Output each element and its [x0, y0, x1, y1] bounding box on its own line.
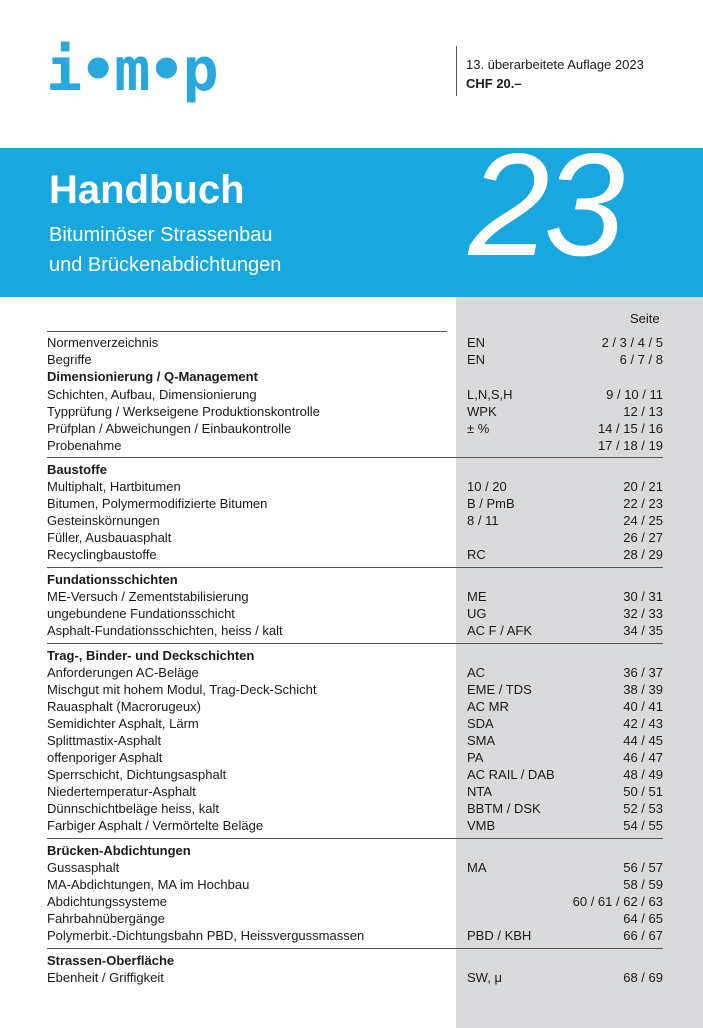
toc-title: MA-Abdichtungen, MA im Hochbau	[47, 877, 250, 892]
toc-row	[47, 605, 663, 622]
toc-code: 10 / 20	[467, 479, 507, 494]
toc-code: PBD / KBH	[467, 928, 532, 943]
toc-code: L,N,S,H	[467, 387, 513, 402]
toc-row	[47, 698, 663, 715]
section-divider	[47, 948, 663, 949]
toc-section-heading	[47, 571, 663, 588]
toc-code: AC F / AFK	[467, 623, 533, 638]
toc-pages: 58 / 59	[623, 877, 663, 892]
toc-row	[47, 386, 663, 403]
price-text: CHF 20.–	[466, 76, 522, 91]
toc-row	[47, 437, 663, 454]
toc-row	[47, 876, 663, 893]
toc-row	[47, 715, 663, 732]
toc-title: Niedertemperatur-Asphalt	[47, 784, 196, 799]
toc-title: Normenverzeichnis	[47, 335, 159, 350]
toc-code: AC MR	[467, 699, 509, 714]
toc-section-heading	[47, 647, 663, 664]
toc-pages: 52 / 53	[623, 801, 663, 816]
toc-pages: 34 / 35	[623, 623, 663, 638]
toc-title: Begriffe	[47, 352, 92, 367]
toc-title: Recyclingbaustoffe	[47, 547, 157, 562]
header-divider	[456, 46, 457, 96]
toc-pages: 22 / 23	[623, 496, 663, 511]
toc-code: WPK	[467, 404, 497, 419]
toc-pages: 20 / 21	[623, 479, 663, 494]
toc-code: AC RAIL / DAB	[467, 767, 555, 782]
toc-title: Schichten, Aufbau, Dimensionierung	[47, 387, 257, 402]
toc-pages: 48 / 49	[623, 767, 663, 782]
toc-code: ± %	[467, 421, 490, 436]
toc-row	[47, 334, 663, 351]
book-title: Handbuch	[49, 168, 245, 212]
toc-code: NTA	[467, 784, 493, 799]
toc-row	[47, 732, 663, 749]
toc-code: 8 / 11	[467, 513, 499, 528]
toc-row	[47, 969, 663, 986]
toc-row	[47, 478, 663, 495]
toc-pages: 66 / 67	[623, 928, 663, 943]
toc-title: Mischgut mit hohem Modul, Trag-Deck-Schicht	[47, 682, 317, 697]
toc-title: Sperrschicht, Dichtungsasphalt	[47, 767, 227, 782]
toc-code: PA	[467, 750, 484, 765]
toc-pages: 30 / 31	[623, 589, 663, 604]
toc-row	[47, 622, 663, 639]
section-divider	[47, 331, 447, 332]
toc-code: AC	[467, 665, 486, 680]
toc-title: Polymerbit.-Dichtungsbahn PBD, Heissvergussmassen	[47, 928, 365, 943]
toc-pages: 40 / 41	[623, 699, 663, 714]
toc-pages: 50 / 51	[623, 784, 663, 799]
toc-code: SMA	[467, 733, 496, 748]
toc-pages: 26 / 27	[623, 530, 663, 545]
toc-code: VMB	[467, 818, 496, 833]
toc-title: Multiphalt, Hartbitumen	[47, 479, 181, 494]
subtitle-line-2: und Brückenabdichtungen	[49, 254, 282, 276]
toc-code: SDA	[467, 716, 494, 731]
section-divider	[47, 643, 663, 644]
toc-code: UG	[467, 606, 487, 621]
toc-code: ME	[467, 589, 487, 604]
toc-title: Typprüfung / Werkseigene Produktionskontrolle	[47, 404, 320, 419]
toc-row	[47, 512, 663, 529]
toc-title: Baustoffe	[47, 462, 107, 477]
toc-section-heading	[47, 368, 663, 385]
toc-title: Füller, Ausbauasphalt	[47, 530, 172, 545]
toc-title: Splittmastix-Asphalt	[47, 733, 162, 748]
toc-row	[47, 495, 663, 512]
toc-pages: 24 / 25	[623, 513, 663, 528]
toc-pages: 46 / 47	[623, 750, 663, 765]
toc-code: RC	[467, 547, 486, 562]
toc-title: Semidichter Asphalt, Lärm	[47, 716, 199, 731]
toc-pages: 17 / 18 / 19	[597, 438, 663, 453]
toc-title: Rauasphalt (Macrorugeux)	[47, 699, 201, 714]
toc-row	[47, 546, 663, 563]
toc-pages: 6 / 7 / 8	[619, 352, 663, 367]
toc-row	[47, 817, 663, 834]
imp-logo: i•m•p	[46, 35, 217, 105]
section-divider	[47, 457, 663, 458]
toc-title: Dimensionierung / Q-Management	[47, 369, 258, 384]
book-subtitle	[49, 220, 449, 280]
toc-row	[47, 893, 663, 910]
toc-code: SW, μ	[467, 970, 502, 985]
toc-code: EN	[467, 352, 486, 367]
toc-row	[47, 749, 663, 766]
toc-title: Probenahme	[47, 438, 122, 453]
toc-title: Abdichtungssysteme	[47, 894, 167, 909]
toc-code: B / PmB	[467, 496, 515, 511]
toc-pages: 38 / 39	[623, 682, 663, 697]
toc-section-heading	[47, 842, 663, 859]
toc-row	[47, 800, 663, 817]
toc-row	[47, 681, 663, 698]
toc-title: Ebenheit / Griffigkeit	[47, 970, 164, 985]
toc-pages: 9 / 10 / 11	[606, 387, 663, 402]
toc-pages: 64 / 65	[623, 911, 663, 926]
toc-section-heading	[47, 952, 663, 969]
toc-pages: 14 / 15 / 16	[597, 421, 663, 436]
toc-title: Trag-, Binder- und Deckschichten	[47, 648, 255, 663]
toc-row	[47, 529, 663, 546]
toc-pages: 44 / 45	[623, 733, 663, 748]
toc-pages: 54 / 55	[623, 818, 663, 833]
toc-title: Anforderungen AC-Beläge	[47, 665, 199, 680]
toc-title: Gesteinskörnungen	[47, 513, 160, 528]
toc-pages: 12 / 13	[623, 404, 663, 419]
toc-row	[47, 927, 663, 944]
toc-row	[47, 783, 663, 800]
toc-section-heading	[47, 461, 663, 478]
toc-code: EME / TDS	[467, 682, 532, 697]
toc-row	[47, 351, 663, 368]
page-column-label: Seite	[630, 311, 660, 326]
toc-pages: 56 / 57	[623, 860, 663, 875]
toc-pages: 68 / 69	[623, 970, 663, 985]
toc-code: EN	[467, 335, 486, 350]
toc-row	[47, 910, 663, 927]
toc-row	[47, 588, 663, 605]
toc-title: Strassen-Oberfläche	[47, 953, 175, 968]
toc-pages: 36 / 37	[623, 665, 663, 680]
title-banner	[0, 148, 703, 297]
toc-title: Dünnschichtbeläge heiss, kalt	[47, 801, 219, 816]
toc-title: Brücken-Abdichtungen	[47, 843, 191, 858]
section-divider	[47, 838, 663, 839]
section-divider	[47, 567, 663, 568]
toc-title: ungebundene Fundationsschicht	[47, 606, 235, 621]
toc-row	[47, 403, 663, 420]
toc-pages: 60 / 61 / 62 / 63	[572, 894, 663, 909]
toc-pages: 42 / 43	[623, 716, 663, 731]
toc-title: Prüfplan / Abweichungen / Einbaukontrolle	[47, 421, 292, 436]
toc-title: Gussasphalt	[47, 860, 120, 875]
toc-code: MA	[467, 860, 487, 875]
edition-number: 23	[468, 148, 619, 286]
toc-title: Farbiger Asphalt / Vermörtelte Beläge	[47, 818, 264, 833]
toc-pages: 2 / 3 / 4 / 5	[601, 335, 663, 350]
toc-code: BBTM / DSK	[467, 801, 541, 816]
toc-title: Fundationsschichten	[47, 572, 178, 587]
toc-row	[47, 859, 663, 876]
subtitle-line-1: Bituminöser Strassenbau	[49, 224, 273, 246]
toc-row	[47, 420, 663, 437]
toc-title: Bitumen, Polymermodifizierte Bitumen	[47, 496, 268, 511]
toc-title: Fahrbahnübergänge	[47, 911, 165, 926]
toc-row	[47, 664, 663, 681]
edition-text: 13. überarbeitete Auflage 2023	[466, 57, 644, 72]
toc-pages: 32 / 33	[623, 606, 663, 621]
toc-row	[47, 766, 663, 783]
toc-title: ME-Versuch / Zementstabilisierung	[47, 589, 249, 604]
toc-pages: 28 / 29	[623, 547, 663, 562]
toc-title: offenporiger Asphalt	[47, 750, 163, 765]
toc-title: Asphalt-Fundationsschichten, heiss / kalt	[47, 623, 283, 638]
